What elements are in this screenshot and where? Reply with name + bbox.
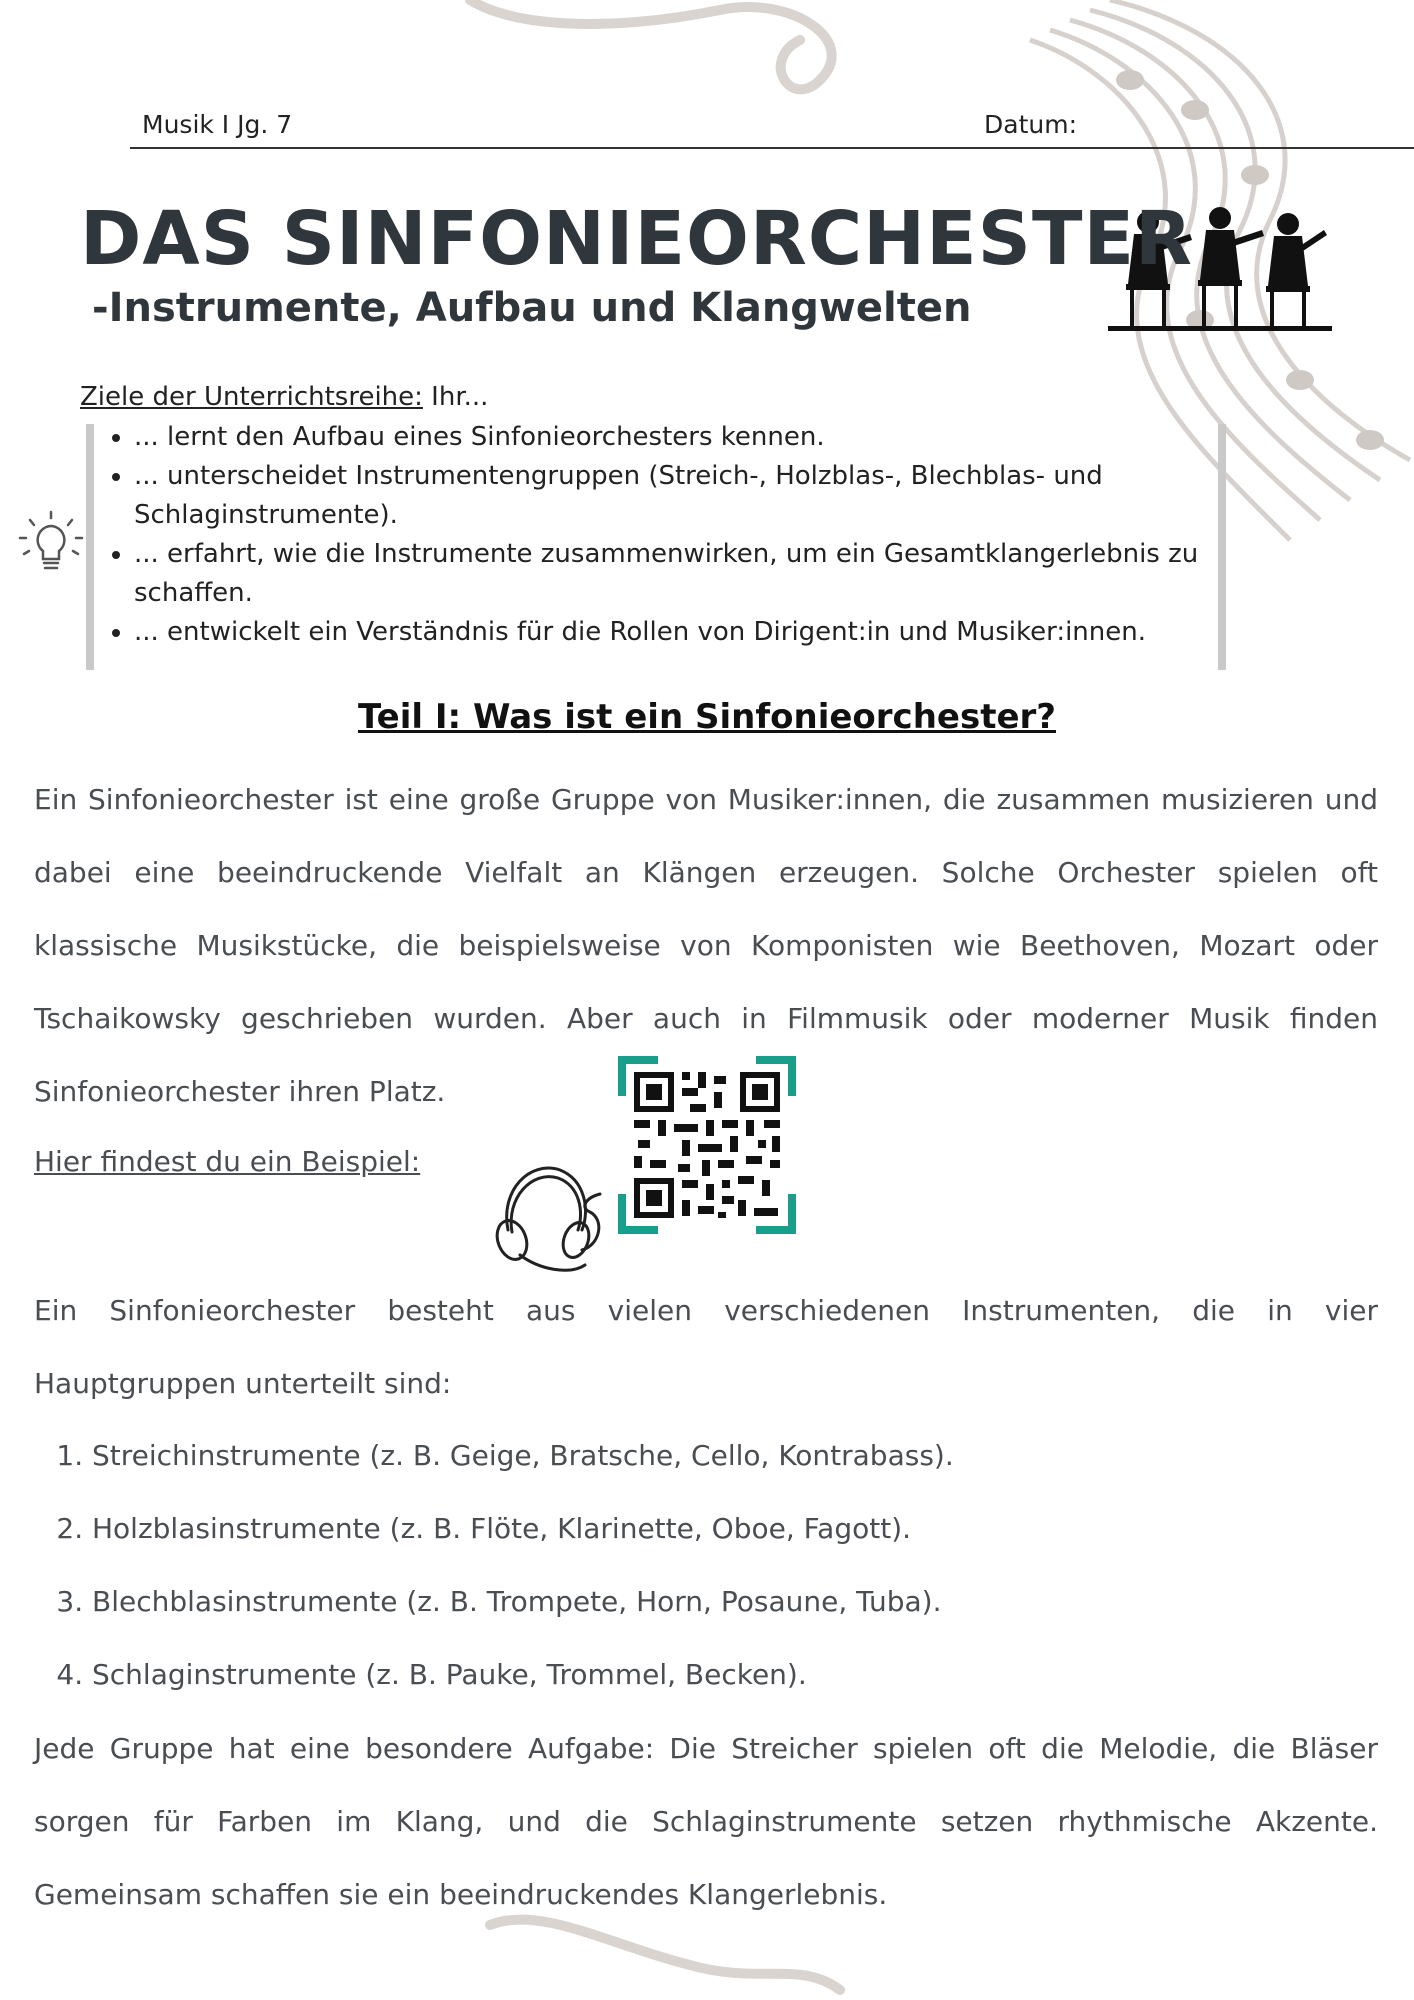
goals-bar-left: [86, 424, 94, 670]
lightbulb-icon: [16, 508, 86, 578]
example-link[interactable]: Hier findest du ein Beispiel:: [34, 1145, 421, 1178]
list-item: 3. Blechblasinstrumente (z. B. Trompete, Horn, Posaune, Tuba).: [92, 1565, 954, 1638]
instrument-groups-list: [60, 1419, 954, 1711]
list-item: 2. Holzblasinstrumente (z. B. Flöte, Klarinette, Oboe, Fagott).: [92, 1492, 954, 1565]
section-title: Teil I: Was ist ein Sinfonieorchester?: [357, 697, 1056, 737]
qr-code[interactable]: [618, 1056, 796, 1234]
goals-label-suffix: Ihr...: [422, 382, 489, 412]
intro-paragraph: Ein Sinfonieorchester ist eine große Gruppe von Musiker:innen, die zusammen musizieren und dabei eine beeindruckende Vielfalt an Klängen erzeugen. Solche Orchester spielen oft klassische Musikstücke, die beispielsweise von Komponisten wie Beethoven, Mozart oder Tschaikowsky geschrieben wurden. Aber auch in Filmmusik oder moderner Musik finden Sinfonieorchester ihren Platz.: [34, 783, 1378, 1108]
roles-paragraph: Jede Gruppe hat eine besondere Aufgabe: Die Streicher spielen oft die Melodie, die Bläser sorgen für Farben im Klang, und die Schlaginstrumente setzen rhythmische Akzente. Gemeinsam schaffen sie ein beeindruckendes Klangerlebnis.: [34, 1732, 1378, 1911]
goals-list: [100, 418, 1244, 652]
goal-item: • ... erfahrt, wie die Instrumente zusammenwirken, um ein Gesamtklangerlebnis zu schaffen.: [134, 535, 1244, 613]
goal-item: • ... unterscheidet Instrumentengruppen (Streich-, Holzblas-, Blechblas- und Schlaginstrumente).: [134, 457, 1244, 535]
date-label: Datum:: [984, 110, 1077, 139]
goal-item: • ... entwickelt ein Verständnis für die Rollen von Dirigent:in und Musiker:innen.: [134, 613, 1244, 652]
goals-label: [80, 382, 488, 412]
list-item: 4. Schlaginstrumente (z. B. Pauke, Trommel, Becken).: [92, 1638, 954, 1711]
groups-intro-paragraph: Ein Sinfonieorchester besteht aus vielen verschiedenen Instrumenten, die in vier Hauptgruppen unterteilt sind:: [34, 1294, 1378, 1400]
goals-label-text: Ziele der Unterrichtsreihe:: [80, 382, 423, 412]
list-item: 1. Streichinstrumente (z. B. Geige, Bratsche, Cello, Kontrabass).: [92, 1419, 954, 1492]
page-title: DAS SINFONIEORCHESTER: [80, 196, 1193, 282]
header-divider: [130, 147, 1414, 149]
page-subtitle: -Instrumente, Aufbau und Klangwelten: [92, 285, 972, 331]
headphones-icon: [490, 1150, 608, 1280]
goal-item: • ... lernt den Aufbau eines Sinfonieorchesters kennen.: [134, 418, 1244, 457]
course-label: Musik I Jg. 7: [142, 110, 293, 139]
